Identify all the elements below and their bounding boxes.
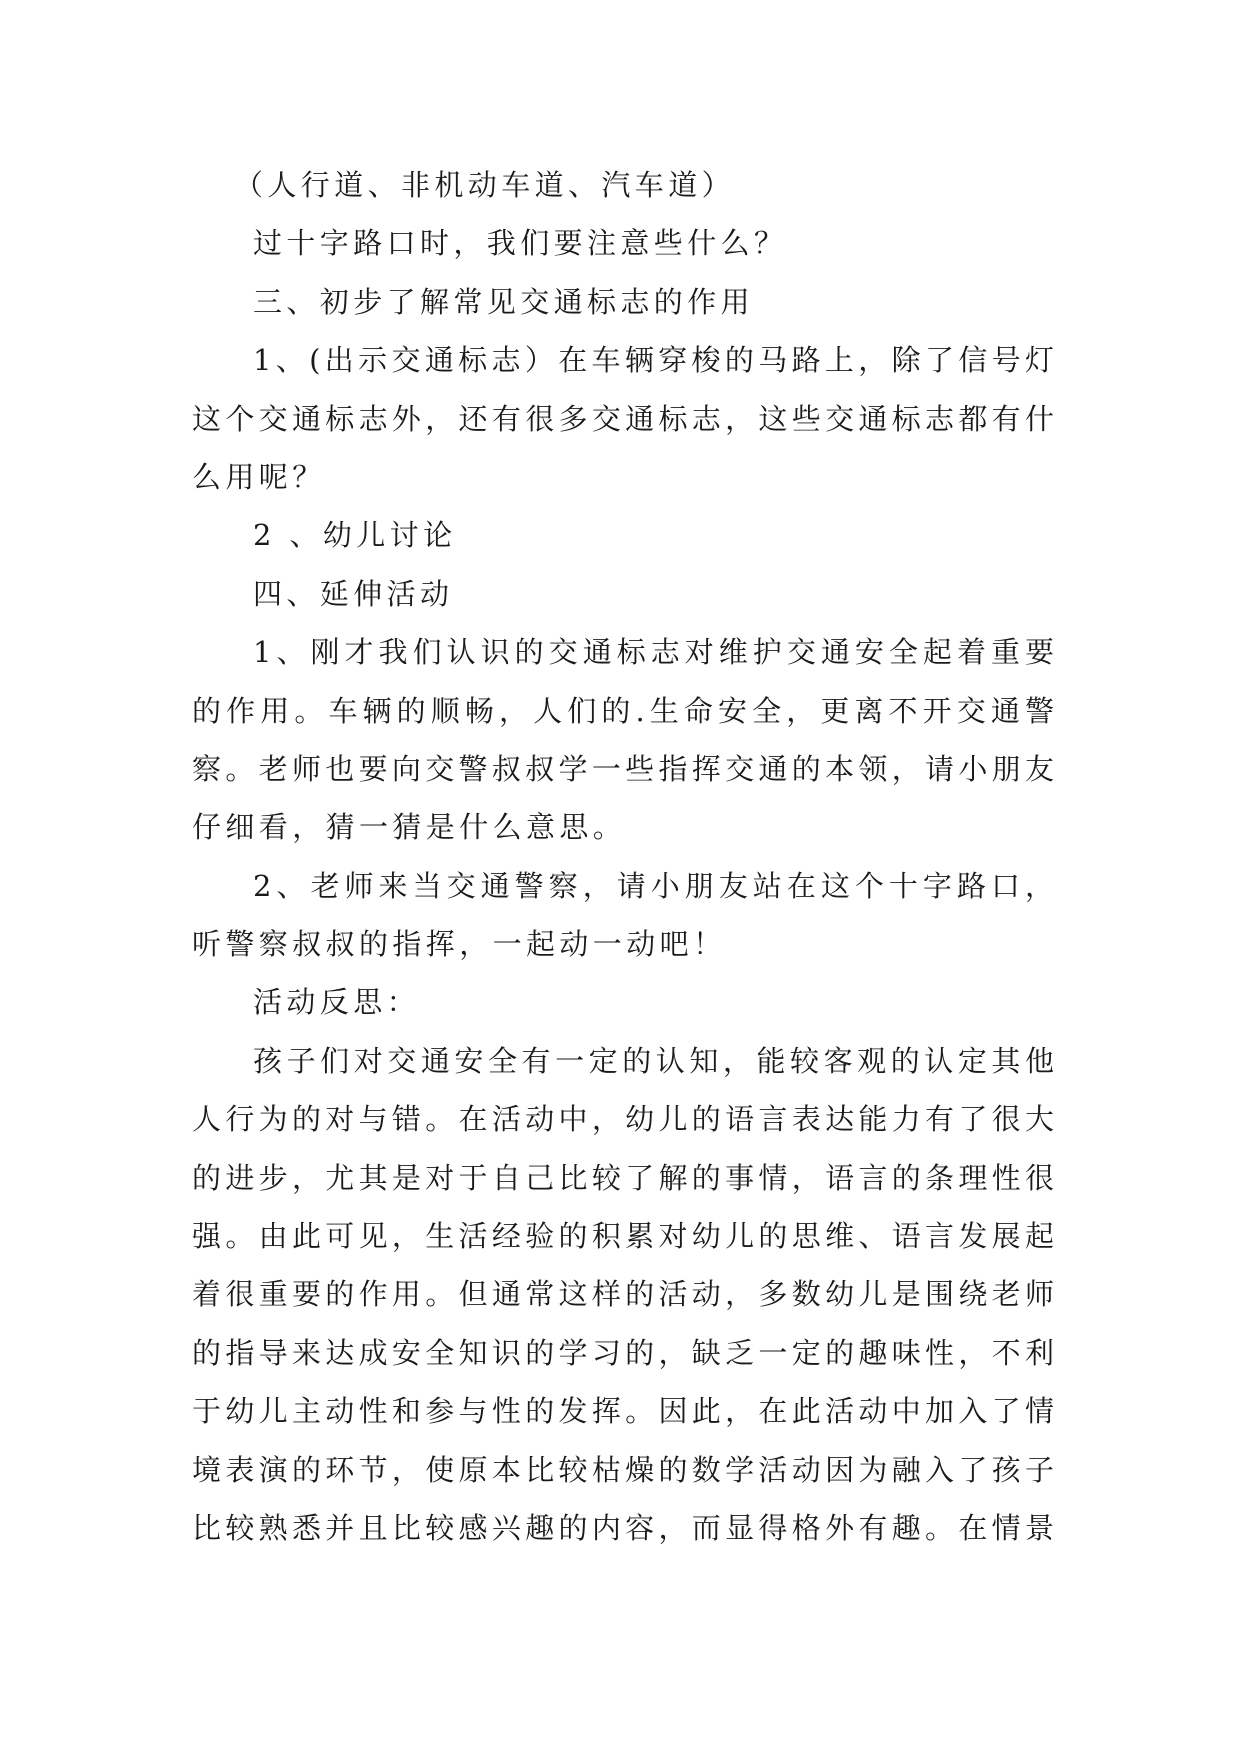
paragraph-line: 人行为的对与错。在活动中，幼儿的语言表达能力有了很大: [192, 1102, 1054, 1137]
paragraph-line: 的作用。车辆的顺畅，人们的.生命安全，更离不开交通警: [192, 693, 1054, 728]
paragraph-line: 过十字路口时，我们要注意些什么？: [253, 226, 788, 261]
paragraph-line: 察。老师也要向交警叔叔学一些指挥交通的本领，请小朋友: [192, 751, 1054, 786]
paragraph-line: 孩子们对交通安全有一定的认知，能较客观的认定其他: [253, 1043, 1054, 1078]
paragraph-line: 的进步，尤其是对于自己比较了解的事情，语言的条理性很: [192, 1160, 1054, 1195]
paragraph-line: 2 、幼儿讨论: [253, 518, 457, 553]
paragraph-line: 境表演的环节，使原本比较枯燥的数学活动因为融入了孩子: [192, 1452, 1054, 1487]
section-heading: 三、初步了解常见交通标志的作用: [253, 284, 755, 319]
paragraph-line: 着很重要的作用。但通常这样的活动，多数幼儿是围绕老师: [192, 1277, 1054, 1312]
paragraph-line: 的指导来达成安全知识的学习的，缺乏一定的趣味性，不利: [192, 1335, 1054, 1370]
paragraph-line: 于幼儿主动性和参与性的发挥。因此，在此活动中加入了情: [192, 1394, 1054, 1429]
paragraph-line: 么用呢？: [192, 459, 326, 494]
paragraph-line: 强。由此可见，生活经验的积累对幼儿的思维、语言发展起: [192, 1219, 1054, 1254]
section-heading: 四、延伸活动: [253, 576, 454, 611]
document-body: [192, 156, 1054, 1557]
paragraph-line: 仔细看，猜一猜是什么意思。: [192, 810, 627, 845]
paragraph-line: （人行道、非机动车道、汽车道）: [234, 168, 736, 202]
paragraph-line: 1、(出示交通标志）在车辆穿梭的马路上，除了信号灯: [253, 343, 1054, 378]
paragraph-line: 比较熟悉并且比较感兴趣的内容，而显得格外有趣。在情景: [192, 1510, 1054, 1545]
paragraph-line: 这个交通标志外，还有很多交通标志，这些交通标志都有什: [192, 401, 1054, 436]
paragraph-line: 听警察叔叔的指挥，一起动一动吧！: [192, 927, 727, 962]
paragraph-line: 1、刚才我们认识的交通标志对维护交通安全起着重要: [253, 635, 1054, 670]
paragraph-line: 2、老师来当交通警察，请小朋友站在这个十字路口，: [253, 868, 1054, 903]
section-heading: 活动反思：: [253, 985, 421, 1020]
